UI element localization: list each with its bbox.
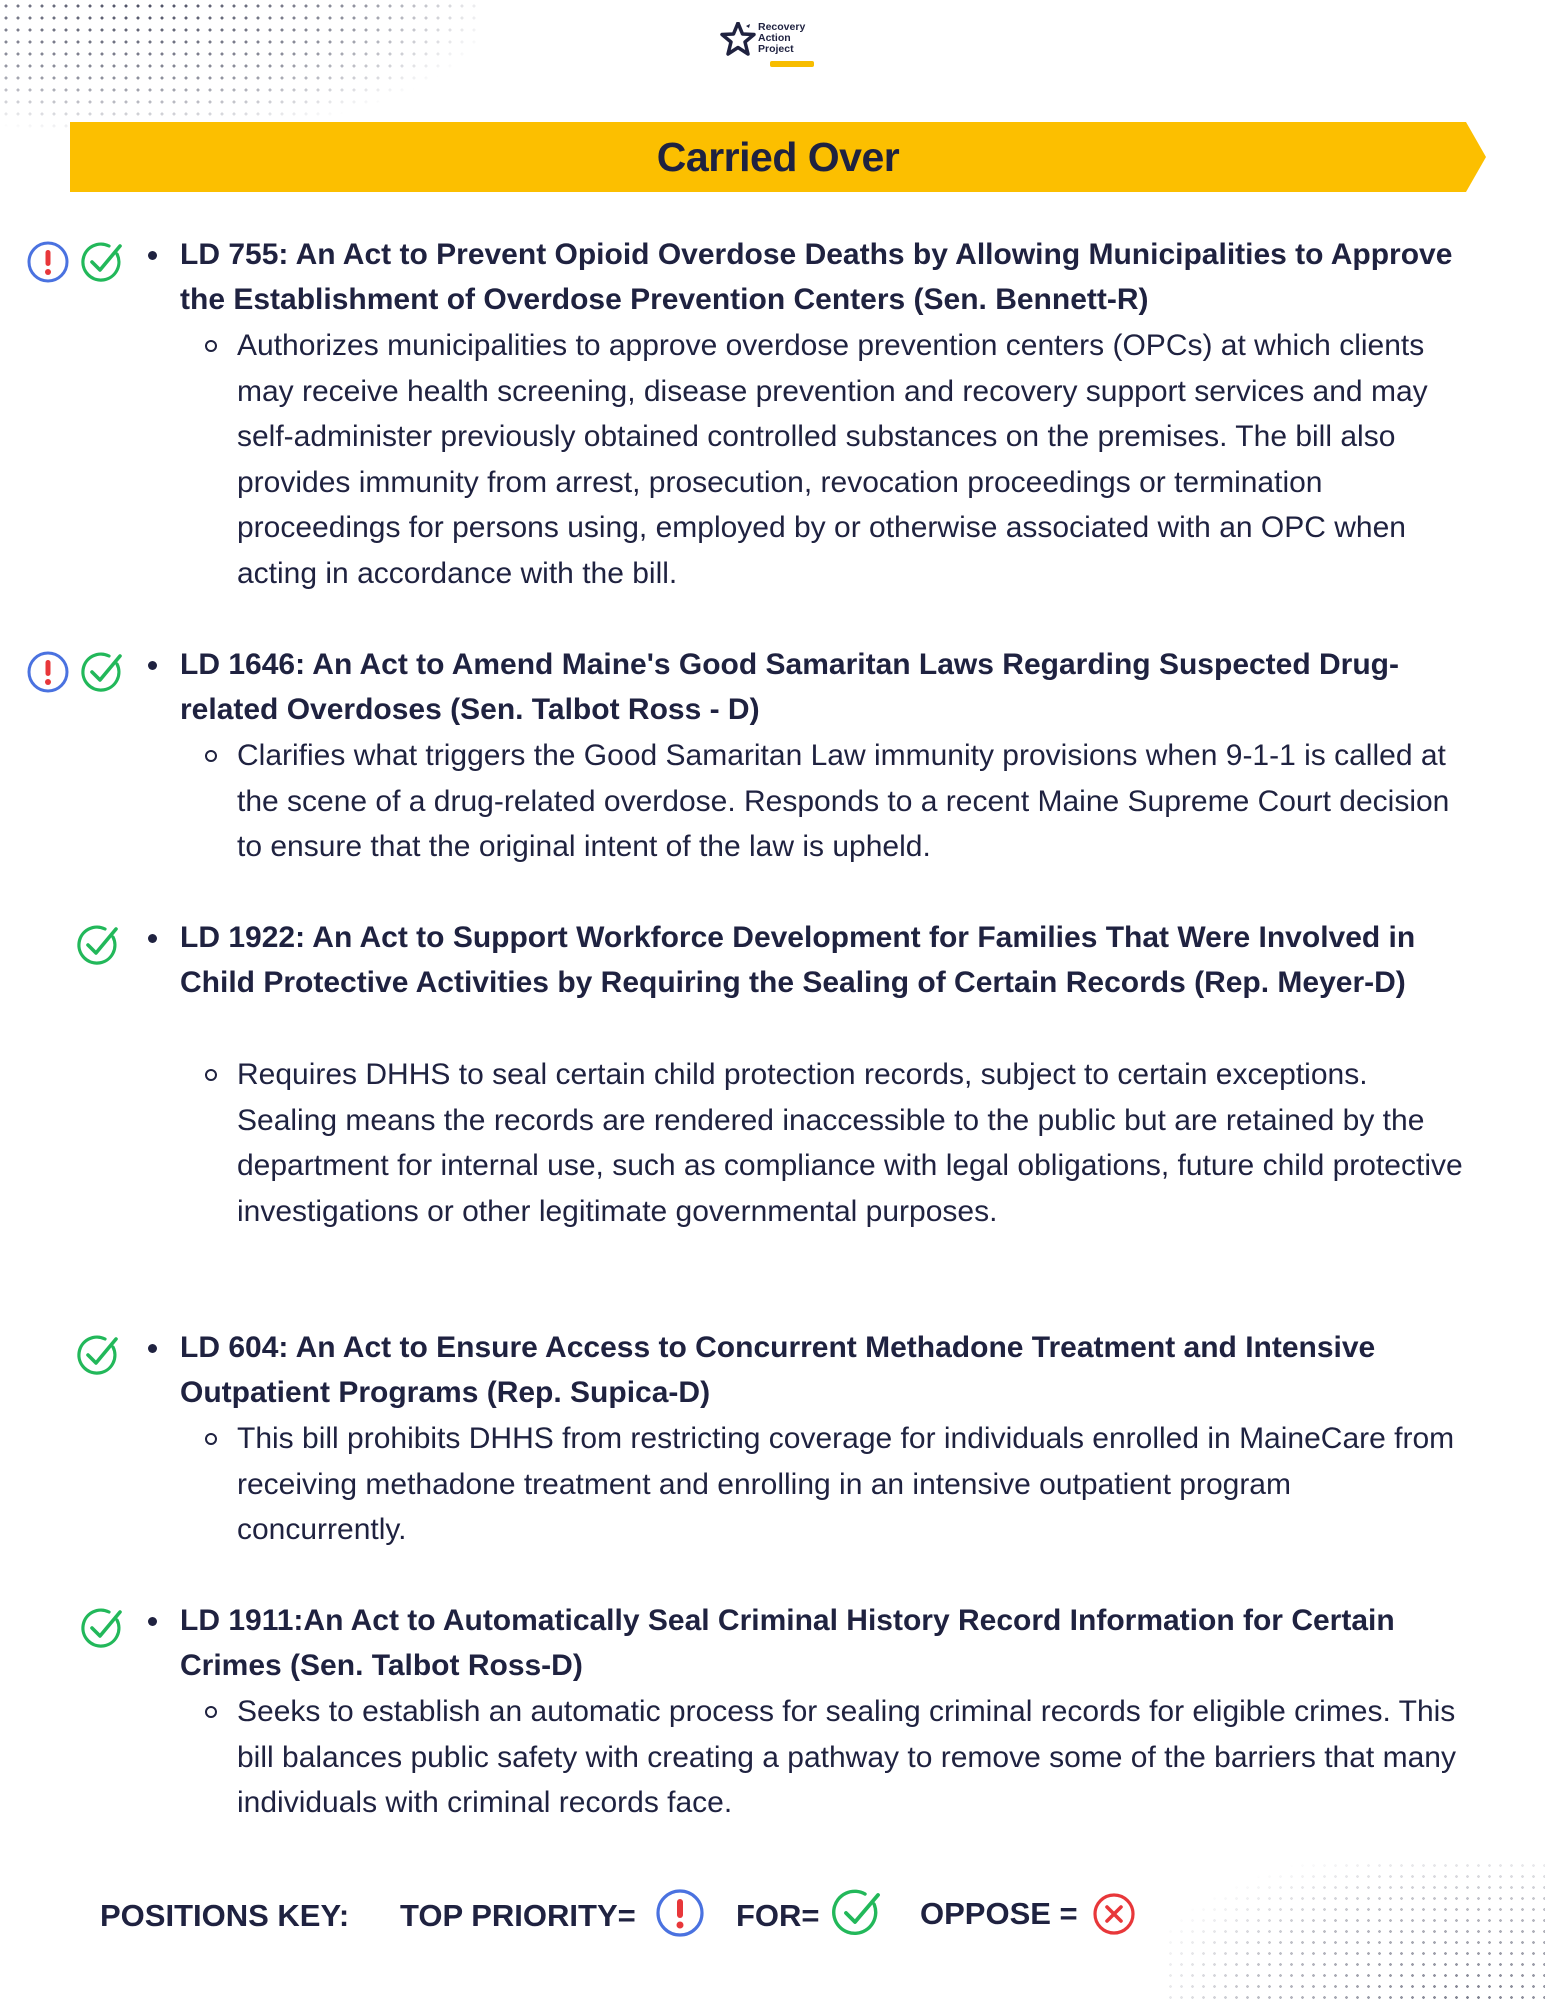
logo-line-3: Project	[758, 43, 794, 55]
top-priority-key-label: TOP PRIORITY=	[400, 1898, 636, 1933]
bill-description: Seeks to establish an automatic process for sealing criminal records for eligible crimes. This bill balances public safety with creating a pathway to remove some of the barriers that many individuals with criminal records face.	[237, 1689, 1467, 1826]
top-priority-icon	[655, 1888, 705, 1938]
oppose-key-label: OPPOSE =	[920, 1896, 1078, 1931]
oppose-x-icon	[1092, 1892, 1136, 1936]
positions-key-label: POSITIONS KEY:	[100, 1898, 350, 1933]
section-banner	[70, 122, 1486, 192]
logo-accent-bar	[770, 61, 814, 67]
logo-line-2: Action	[758, 32, 791, 44]
for-check-icon	[80, 240, 124, 284]
bill-description: Requires DHHS to seal certain child protection records, subject to certain exceptions. Sealing means the records are rendered inaccessible to the public but are retained by the department for internal use, such as compliance with legal obligations, future child protective investigations or other legitimate governmental purposes.	[237, 1052, 1467, 1234]
positions-key	[100, 1888, 1200, 1948]
for-check-icon	[832, 1888, 882, 1938]
bill-title: LD 604: An Act to Ensure Access to Concurrent Methadone Treatment and Intensive Outpatient Programs (Rep. Supica-D)	[180, 1325, 1465, 1415]
for-key-label: FOR=	[736, 1898, 820, 1933]
bill-title: LD 1911:An Act to Automatically Seal Criminal History Record Information for Certain Crimes (Sen. Talbot Ross-D)	[180, 1598, 1465, 1688]
for-check-icon	[80, 1606, 124, 1650]
for-check-icon	[80, 650, 124, 694]
bill-description: Authorizes municipalities to approve overdose prevention centers (OPCs) at which clients may receive health screening, disease prevention and recovery support services and may self-administer previously obtained controlled substances on the premises. The bill also provides immunity from arrest, prosecution, revocation proceedings or termination proceedings for persons using, employed by or otherwise associated with an OPC when acting in accordance with the bill.	[237, 323, 1467, 596]
for-check-icon	[76, 923, 120, 967]
logo-wordmark	[758, 22, 805, 55]
decorative-dots-bottom-right	[1165, 1860, 1545, 2000]
top-priority-icon	[26, 650, 70, 694]
bill-title: LD 1646: An Act to Amend Maine's Good Samaritan Laws Regarding Suspected Drug-related Overdoses (Sen. Talbot Ross - D)	[180, 642, 1465, 732]
decorative-dots-top-left	[0, 0, 480, 130]
bill-title: LD 1922: An Act to Support Workforce Development for Families That Were Involved in Child Protective Activities by Requiring the Sealing of Certain Records (Rep. Meyer-D)	[180, 915, 1465, 1005]
section-title: Carried Over	[656, 134, 900, 180]
star-logo-icon	[720, 22, 756, 56]
bill-description: Clarifies what triggers the Good Samaritan Law immunity provisions when 9-1-1 is called at the scene of a drug-related overdose. Responds to a recent Maine Supreme Court decision to ensure that the original intent of the law is upheld.	[237, 733, 1467, 870]
bill-description: This bill prohibits DHHS from restricting coverage for individuals enrolled in MaineCare from receiving methadone treatment and enrolling in an intensive outpatient program concurrently.	[237, 1416, 1467, 1553]
for-check-icon	[76, 1333, 120, 1377]
logo-line-1: Recovery	[758, 21, 806, 33]
recovery-action-project-logo	[720, 20, 830, 70]
bill-title: LD 755: An Act to Prevent Opioid Overdose Deaths by Allowing Municipalities to Approve the Establishment of Overdose Prevention Centers (Sen. Bennett-R)	[180, 232, 1465, 322]
top-priority-icon	[26, 240, 70, 284]
